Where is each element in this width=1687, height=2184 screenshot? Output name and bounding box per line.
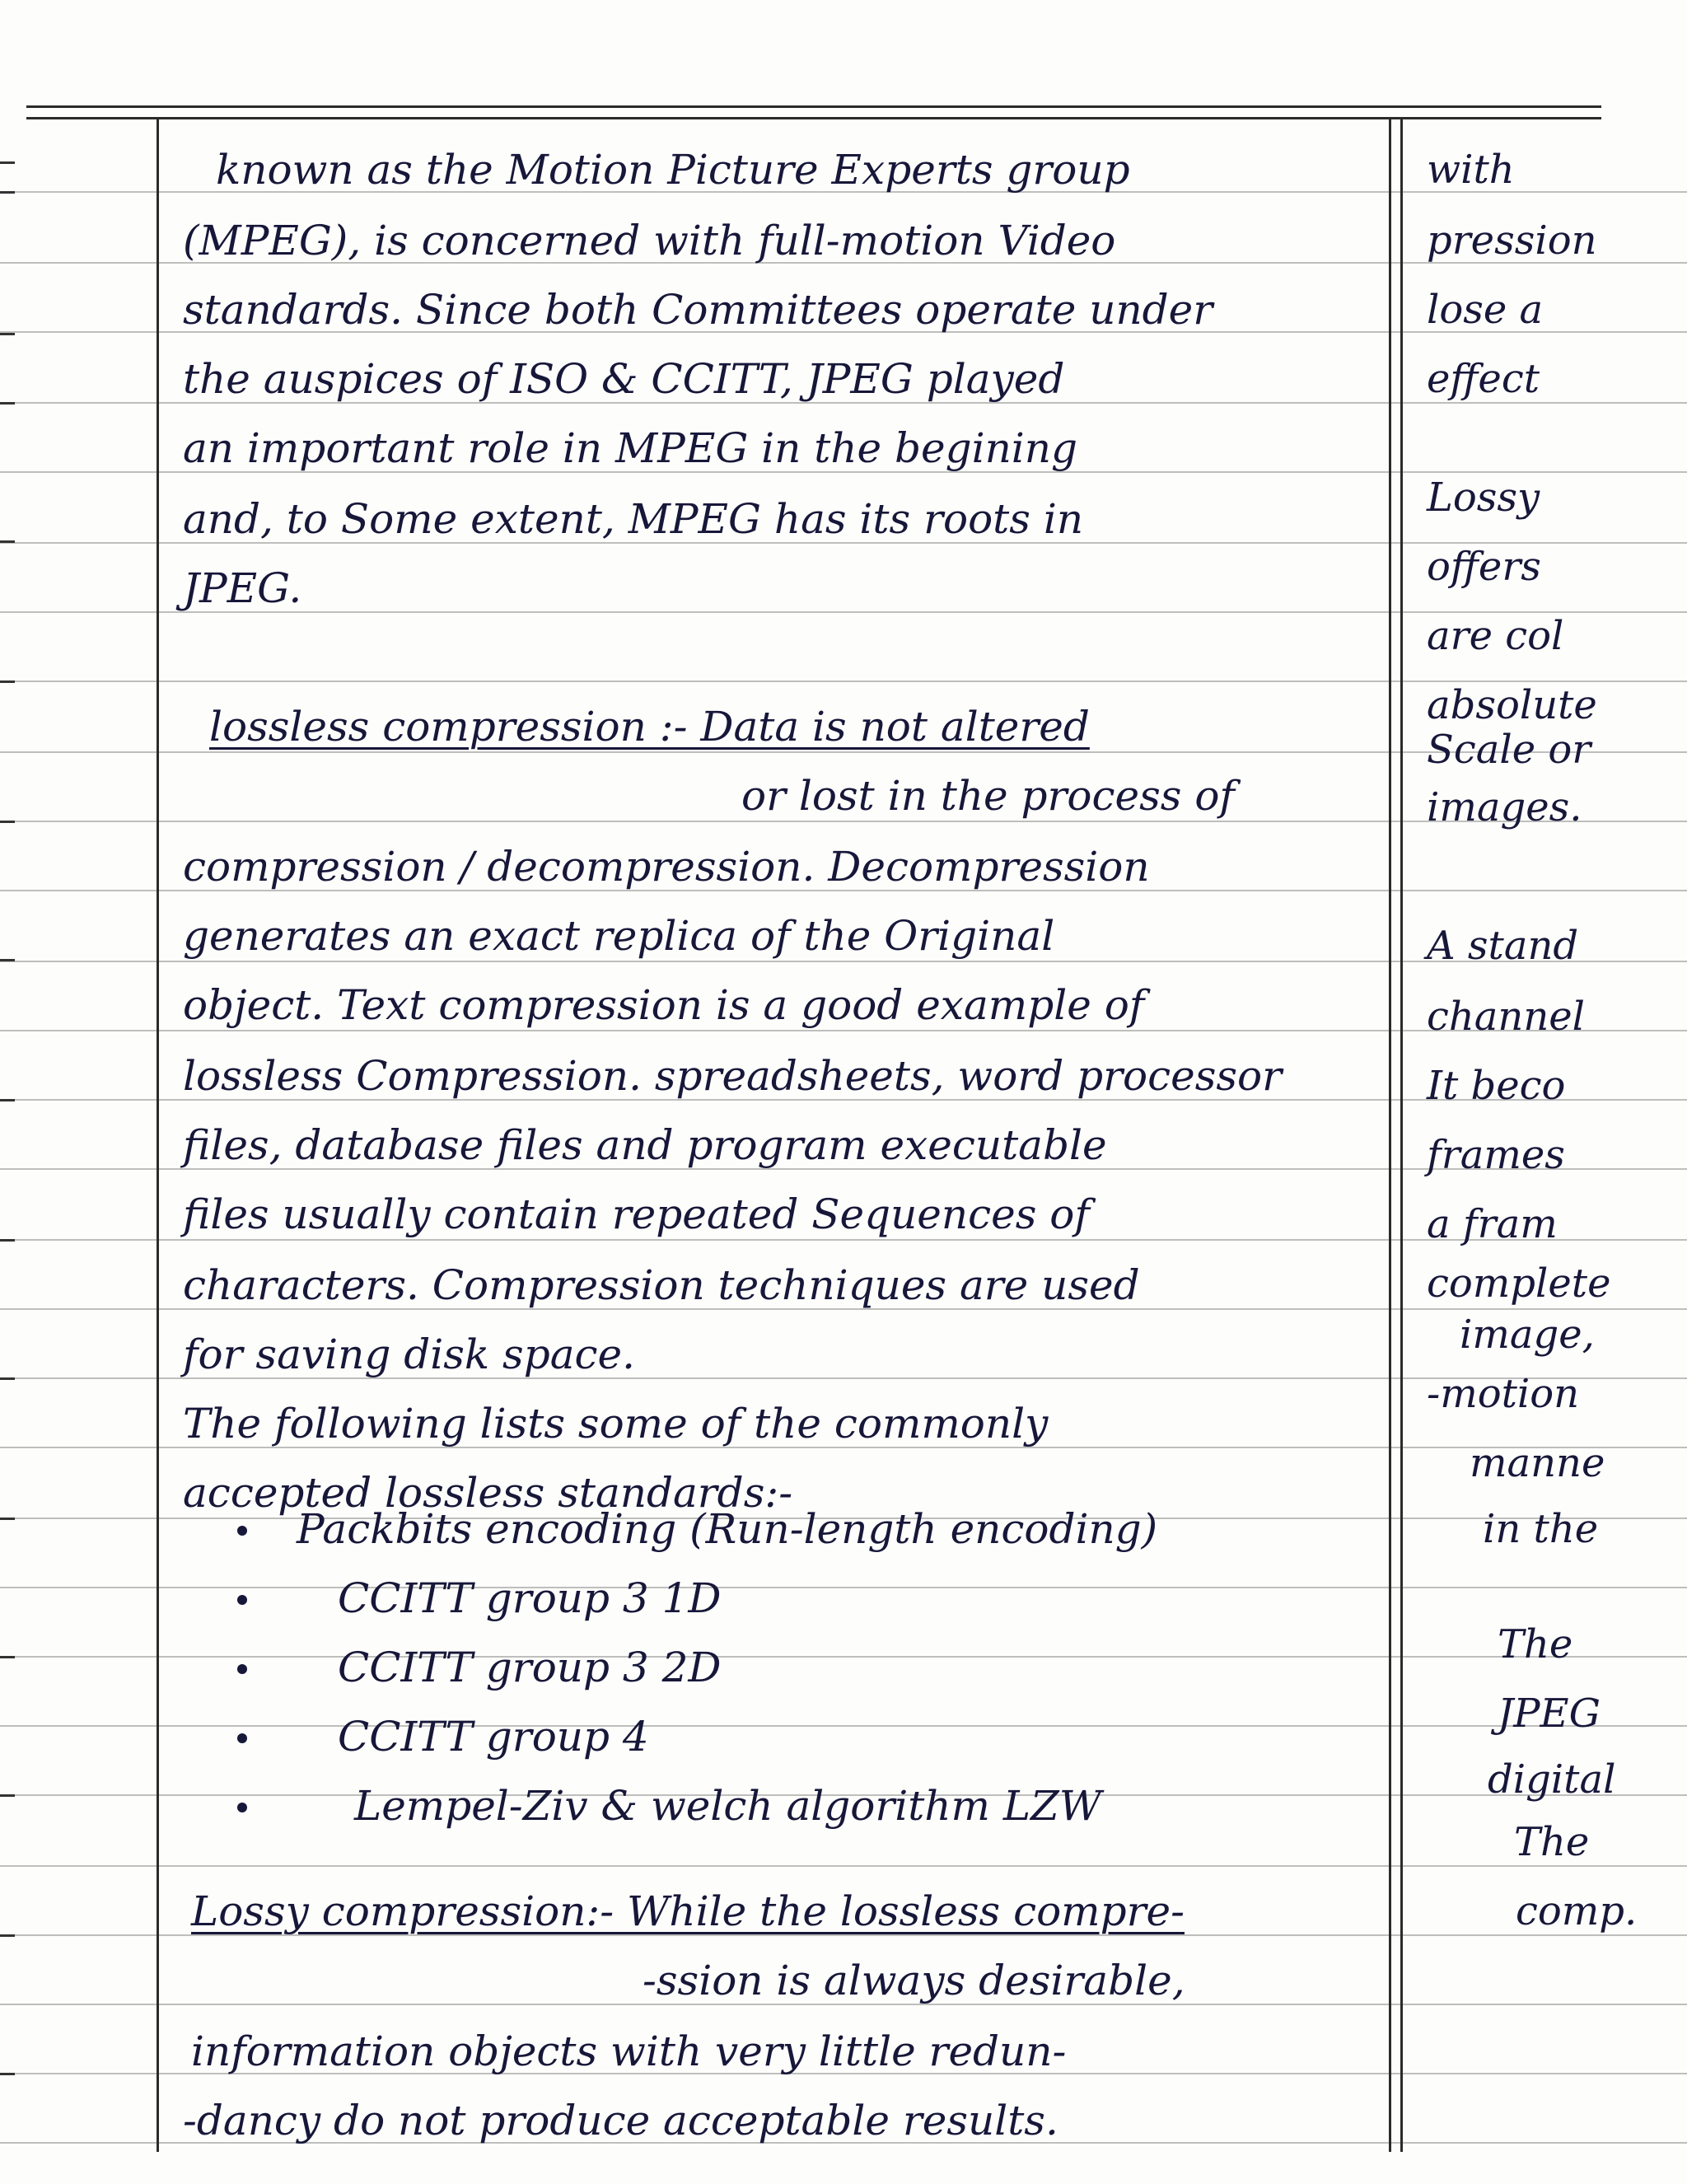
text-line: generates an exact replica of the Original [183,912,1055,960]
text-line: -dancy do not produce acceptable results. [183,2097,1058,2144]
text-line: accepted lossless standards:- [183,1469,793,1517]
text-line: known as the Motion Picture Experts group [216,146,1130,194]
text-line: information objects with very little redun- [191,2027,1067,2075]
list-item: CCITT group 3 2D [338,1644,722,1691]
section-heading-lossy: Lossy compression:- While the lossless compre- [191,1887,1185,1935]
text-line: files, database files and program executable [183,1121,1107,1169]
bullet-dot [237,1595,247,1605]
margin-text: image, [1460,1312,1595,1358]
text-line: files usually contain repeated Sequences of [183,1190,1090,1238]
margin-text: A stand [1427,923,1579,969]
list-item: CCITT group 3 1D [338,1574,722,1622]
list-item: Packbits encoding (Run-length encoding) [297,1505,1158,1553]
margin-text: The [1514,1819,1590,1865]
text-line: and, to Some extent, MPEG has its roots in [183,495,1084,543]
margin-text: images. [1427,784,1582,830]
header-rule-bottom [26,117,1601,119]
bullet-dot [237,1664,247,1674]
text-line: for saving disk space. [183,1331,636,1378]
text-line: (MPEG), is concerned with full-motion Video [183,217,1116,264]
margin-text: channel [1427,994,1585,1040]
margin-text: pression [1427,217,1597,264]
margin-text: offers [1427,544,1541,590]
margin-text: are col [1427,613,1564,659]
margin-text: Lossy [1427,475,1540,521]
left-margin-line [157,117,159,2152]
text-line: or lost in the process of [741,772,1235,820]
margin-text: absolute [1427,682,1597,728]
text-line: JPEG. [183,564,302,612]
list-item: Lempel-Ziv & welch algorithm LZW [354,1782,1102,1830]
margin-text: frames [1427,1132,1565,1178]
header-rule-top [26,105,1601,108]
margin-text: -motion [1427,1371,1580,1417]
margin-text: complete [1427,1260,1611,1307]
right-divider-line-b [1400,117,1403,2152]
text-line: the auspices of ISO & CCITT, JPEG played [183,355,1065,403]
margin-text: It beco [1427,1063,1566,1109]
text-line: object. Text compression is a good example of [183,981,1145,1029]
margin-text: manne [1470,1440,1605,1486]
text-line: characters. Compression techniques are used [183,1261,1140,1309]
list-item: CCITT group 4 [338,1713,649,1761]
text-line: standards. Since both Committees operate under [183,286,1213,334]
margin-text: with [1427,147,1515,193]
margin-text: effect [1427,356,1540,402]
section-heading-lossless: lossless compression :- Data is not altered [209,703,1090,751]
right-divider-line-a [1389,117,1391,2152]
text-line: an important role in MPEG in the begining [183,424,1078,472]
margin-text: comp. [1516,1888,1638,1934]
margin-text: Scale or [1427,727,1591,773]
margin-text: in the [1483,1506,1599,1552]
bullet-dot [237,1803,247,1812]
bullet-dot [237,1733,247,1743]
margin-text: lose a [1427,287,1544,333]
text-line: lossless Compression. spreadsheets, word processor [183,1052,1283,1100]
margin-text: The [1498,1621,1573,1667]
text-line: -ssion is always desirable, [643,1957,1185,2004]
margin-text: a fram [1427,1201,1558,1247]
text-line: The following lists some of the commonly [183,1400,1049,1447]
margin-text: digital [1488,1756,1616,1803]
bullet-dot [237,1526,247,1536]
margin-text: JPEG [1498,1691,1601,1737]
text-line: compression / decompression. Decompression [183,843,1150,891]
